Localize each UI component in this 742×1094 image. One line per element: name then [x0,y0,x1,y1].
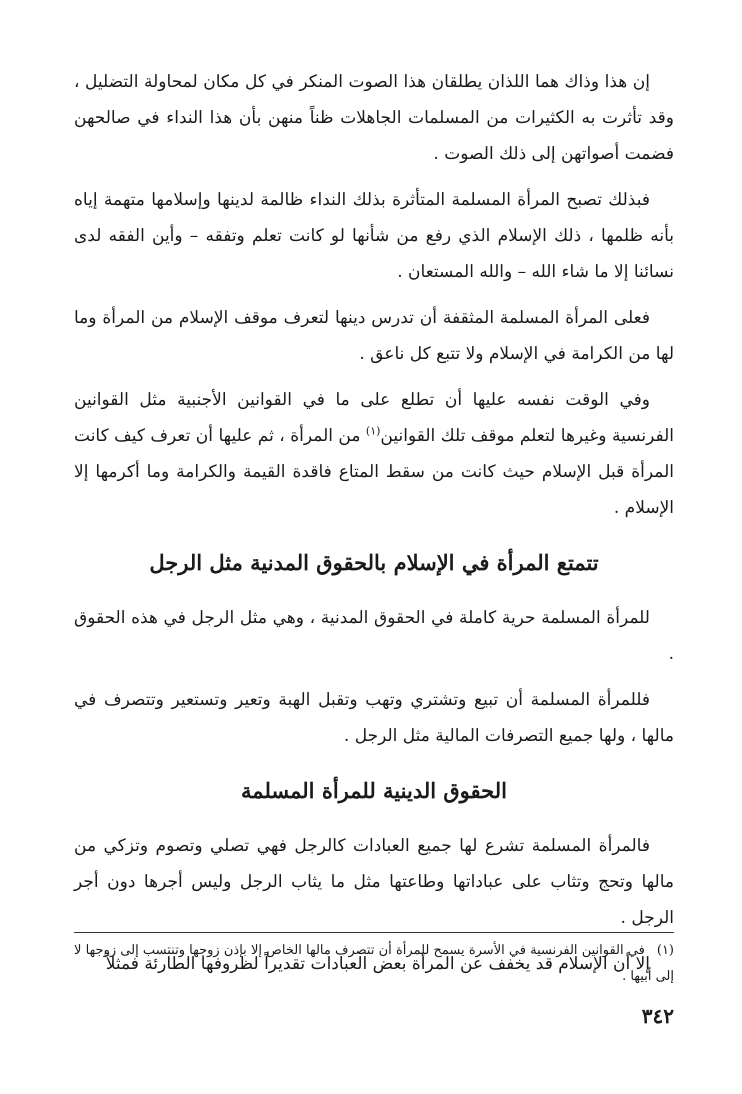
footnote-divider [74,932,674,933]
footnote [74,938,674,990]
paragraph-4-text-before: وفي الوقت نفسه عليها أن تطلع على ما في القوانين الأجنبية مثل القوانين الفرنسية وغيرها لتعلم موقف تلك القوانين [74,390,674,446]
page-number: ٣٤٢ [641,1004,674,1028]
paragraph-2: فبذلك تصبح المرأة المسلمة المتأثرة بذلك النداء ظالمة لدينها وإسلامها متهمة إياه بأنه ظلمها ، ذلك الإسلام الذي رفع من شأنها لو كانت تعلم وتفقه – وأين الفقه لدى نسائنا إلا ما شاء الله – والله المستعان . [74,190,674,282]
paragraph-4-text-after: من المرأة ، ثم عليها أن تعرف كيف كانت المرأة قبل الإسلام حيث كانت من سقط المتاع فاقدة القيمة والكرامة وما أكرمها إلا الإسلام . [74,426,674,518]
page-body [74,64,674,992]
paragraph-religious-2: إلا أن الإسلام قد يخفف عن المرأة بعض العبادات تقديراً لظروفها الطارئة فمثلاً [105,954,650,974]
paragraph-3: فعلى المرأة المسلمة المثقفة أن تدرس دينها لتعرف موقف الإسلام من المرأة وما لها من الكرامة في الإسلام ولا تتبع كل ناعق . [74,308,674,364]
paragraph-religious-1: فالمرأة المسلمة تشرع لها جميع العبادات كالرجل فهي تصلي وتصوم وتزكي من مالها وتحج وتثاب على عباداتها وطاعتها مثل ما يثاب الرجل وليس أجرها دون أجر الرجل . [74,836,674,928]
paragraph-civil-2: فللمرأة المسلمة أن تبيع وتشتري وتهب وتقبل الهبة وتعير وتستعير وتتصرف في مالها ، ولها جميع التصرفات المالية مثل الرجل . [74,690,674,746]
section-heading-civil-rights: تتمتع المرأة في الإسلام بالحقوق المدنية مثل الرجل [149,550,599,575]
paragraph-1: إن هذا وذاك هما اللذان يطلقان هذا الصوت المنكر في كل مكان لمحاولة التضليل ، وقد تأثرت به الكثيرات من المسلمات الجاهلات ظناً منهن بأن هذا النداء في صالحهن فضمت أصواتهن إلى ذلك الصوت . [74,72,674,164]
section-heading-religious-rights: الحقوق الدينية للمرأة المسلمة [241,778,507,803]
footnote-number: (١) [656,943,674,958]
footnote-reference: (١) [365,424,381,438]
paragraph-4 [74,382,674,526]
footnote-text: في القوانين الفرنسية في الأسرة يسمح للمرأة أن تتصرف مالها الخاص إلا بإذن زوجها وتنتسب إلى زوجها لا إلى أبيها . [74,943,674,984]
paragraph-civil-1: للمرأة المسلمة حرية كاملة في الحقوق المدنية ، وهي مثل الرجل في هذه الحقوق . [74,608,674,664]
